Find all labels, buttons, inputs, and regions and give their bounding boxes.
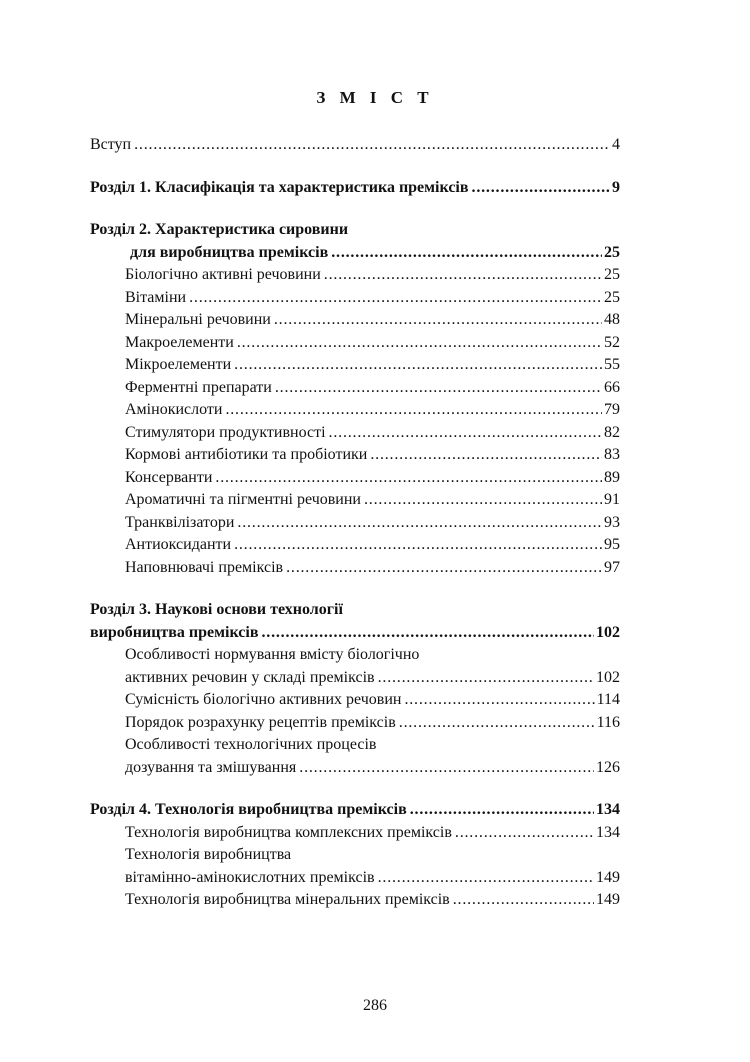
toc-entry-label: Консерванти — [125, 468, 213, 486]
toc-entry[interactable] — [90, 689, 620, 712]
toc-entry-label: Вступ — [90, 136, 132, 153]
toc-entry-page: 116 — [596, 713, 620, 731]
toc-entry[interactable] — [90, 889, 620, 912]
toc-entry-page: 52 — [604, 333, 620, 351]
toc-entry[interactable] — [90, 557, 620, 580]
dot-leader — [378, 667, 594, 690]
dot-leader — [274, 309, 602, 332]
toc-entry-label: Технологія виробництва мінеральних преміксів — [125, 891, 450, 908]
dot-leader — [261, 622, 594, 645]
toc-entry-page: 114 — [596, 691, 620, 708]
dot-leader — [286, 557, 602, 580]
toc-section-label: виробництва преміксів — [90, 623, 259, 641]
toc-entry-page: 89 — [604, 468, 620, 486]
dot-leader — [234, 354, 602, 377]
toc-entry-label: Мінеральні речовини — [125, 311, 271, 328]
dot-leader — [275, 377, 602, 400]
toc-entry-label: Стимулятори продуктивності — [125, 423, 326, 441]
toc-entry[interactable] — [90, 822, 620, 845]
toc-entry[interactable] — [90, 264, 620, 287]
toc-entry-page: 66 — [604, 378, 620, 396]
toc-section-2-heading[interactable]: Розділ 2. Характеристика сировини — [90, 221, 349, 238]
toc-entry-label: Мікроелементи — [125, 356, 232, 373]
dot-leader — [404, 689, 594, 712]
table-of-contents — [90, 134, 620, 912]
toc-entry-label: Транквілізатори — [125, 513, 235, 531]
toc-entry-line[interactable]: Особливості технологічних процесів — [125, 736, 377, 753]
toc-entry[interactable] — [90, 534, 620, 557]
toc-entry-label: активних речовин у складі преміксів — [125, 668, 375, 686]
toc-entry[interactable] — [90, 332, 620, 355]
toc-entry[interactable] — [90, 867, 620, 890]
toc-entry-page: 82 — [604, 423, 620, 441]
toc-section-label: Розділ 1. Класифікація та характеристика преміксів — [90, 178, 469, 196]
toc-section-4[interactable] — [90, 799, 620, 822]
toc-entry-label: Біологічно активні речовини — [125, 266, 321, 283]
dot-leader — [299, 757, 594, 780]
dot-leader — [225, 399, 602, 422]
toc-entry[interactable] — [90, 399, 620, 422]
dot-leader — [215, 467, 602, 490]
toc-entry[interactable] — [90, 512, 620, 535]
toc-entry-page: 83 — [604, 446, 620, 463]
dot-leader — [237, 332, 602, 355]
toc-section-page: 134 — [596, 801, 620, 818]
toc-entry-label: Вітаміни — [125, 288, 187, 306]
dot-leader — [364, 489, 602, 512]
dot-leader — [410, 799, 594, 822]
toc-entry-intro[interactable] — [90, 134, 620, 157]
toc-entry-label: Антиоксиданти — [125, 536, 232, 553]
toc-entry[interactable] — [90, 489, 620, 512]
toc-entry-label: Амінокислоти — [125, 401, 223, 418]
toc-entry[interactable] — [90, 467, 620, 490]
toc-entry[interactable] — [90, 377, 620, 400]
page-number: 286 — [363, 997, 387, 1014]
toc-entry-label: Ароматичні та пігментні речовини — [125, 491, 361, 508]
toc-entry-page: 95 — [604, 536, 620, 553]
dot-leader — [378, 867, 594, 890]
toc-entry-page: 55 — [604, 356, 620, 373]
toc-entry-label: вітамінно-амінокислотних преміксів — [125, 868, 375, 886]
dot-leader — [324, 264, 602, 287]
toc-entry-label: Порядок розрахунку рецептів преміксів — [125, 713, 396, 731]
toc-entry-page: 126 — [596, 758, 620, 776]
dot-leader — [453, 889, 594, 912]
toc-entry-page: 149 — [596, 868, 620, 886]
dot-leader — [134, 134, 610, 157]
toc-entry[interactable] — [90, 354, 620, 377]
toc-entry-page: 134 — [596, 823, 620, 841]
toc-entry[interactable] — [90, 287, 620, 310]
toc-section-3[interactable] — [90, 622, 620, 645]
toc-entry[interactable] — [90, 757, 620, 780]
toc-section-page: 25 — [604, 243, 620, 261]
toc-entry-page: 4 — [612, 136, 620, 153]
toc-entry-line[interactable]: Особливості нормування вмісту біологічно — [125, 646, 420, 663]
toc-section-3-heading[interactable]: Розділ 3. Наукові основи технології — [90, 601, 343, 618]
toc-section-2[interactable] — [90, 242, 620, 265]
toc-entry-line[interactable]: Технологія виробництва — [125, 846, 292, 863]
toc-entry-page: 48 — [604, 311, 620, 328]
toc-entry-label: Сумісність біологічно активних речовин — [125, 691, 402, 708]
toc-section-page: 9 — [612, 178, 620, 196]
toc-entry-label: Наповнювачі преміксів — [125, 558, 284, 576]
toc-entry-label: Кормові антибіотики та пробіотики — [125, 446, 368, 463]
toc-entry-page: 79 — [604, 401, 620, 418]
toc-entry-label: Технологія виробництва комплексних преміксів — [125, 823, 452, 841]
toc-section-1[interactable] — [90, 177, 620, 200]
toc-entry-label: дозування та змішування — [125, 758, 297, 776]
toc-entry[interactable] — [90, 712, 620, 735]
toc-entry-page: 102 — [596, 668, 620, 686]
toc-entry-page: 97 — [604, 558, 620, 576]
toc-entry-page: 149 — [596, 891, 620, 908]
toc-section-page: 102 — [596, 623, 620, 641]
toc-entry-label: Ферментні препарати — [125, 378, 272, 396]
dot-leader — [234, 534, 602, 557]
toc-entry-page: 91 — [604, 491, 620, 508]
toc-entry[interactable] — [90, 422, 620, 445]
dot-leader — [331, 242, 602, 265]
dot-leader — [472, 177, 610, 200]
page-title: З М І С Т — [316, 88, 434, 107]
toc-entry[interactable] — [90, 667, 620, 690]
toc-entry-label: Макроелементи — [125, 333, 234, 351]
toc-entry-page: 25 — [604, 288, 620, 306]
toc-section-label: Розділ 4. Технологія виробництва преміксів — [90, 801, 407, 818]
toc-entry-page: 93 — [604, 513, 620, 531]
toc-section-label: для виробництва преміксів — [130, 243, 329, 261]
dot-leader — [455, 822, 594, 845]
dot-leader — [329, 422, 602, 445]
dot-leader — [237, 512, 602, 535]
toc-entry-page: 25 — [604, 266, 620, 283]
dot-leader — [189, 287, 602, 310]
toc-entry[interactable] — [90, 309, 620, 332]
dot-leader — [370, 444, 602, 467]
dot-leader — [399, 712, 595, 735]
toc-entry[interactable] — [90, 444, 620, 467]
